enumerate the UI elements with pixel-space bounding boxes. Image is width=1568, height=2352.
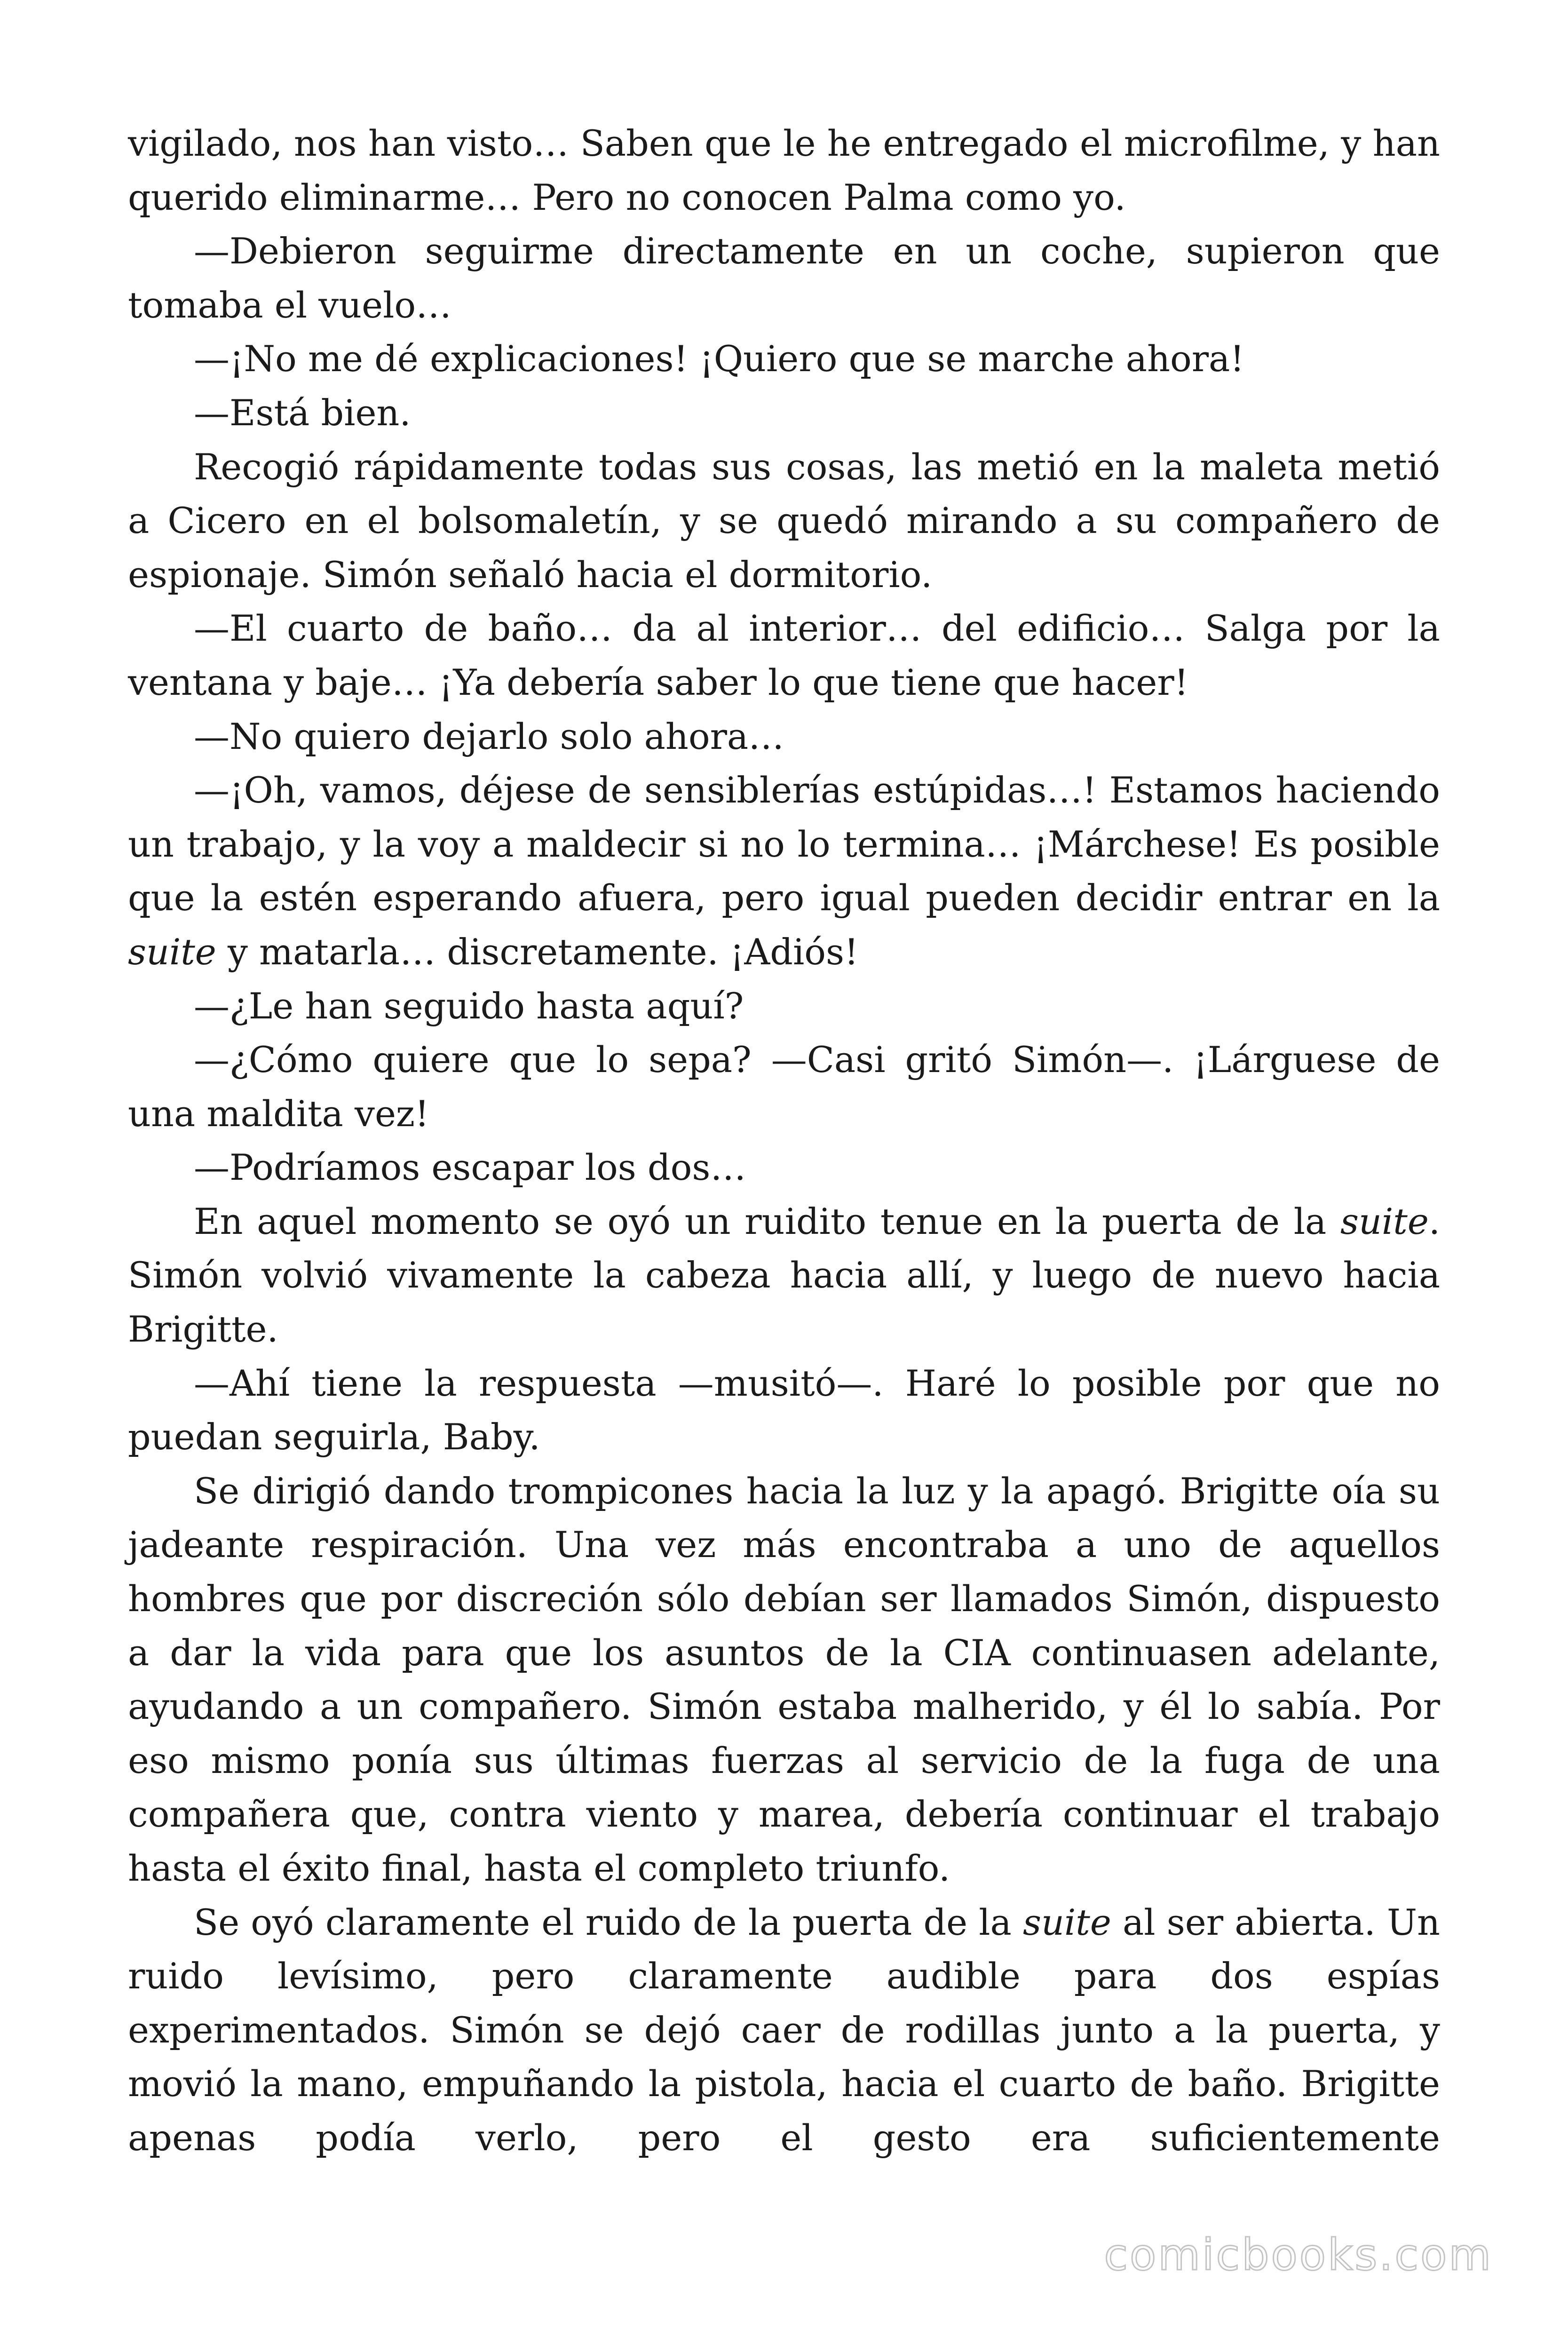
italic-text: suite: [1340, 1200, 1429, 1242]
text-run: —Está bien.: [194, 391, 411, 434]
text-run: —No quiero dejarlo solo ahora…: [194, 715, 784, 757]
text-run: Se dirigió dando trompicones hacia la luz y la apagó. Brigitte oía su jadeante respiración. Una vez más encontraba a uno de aquellos hombres que por discreción sólo debían ser llamados Simón, dispuesto a dar la vida para que los asuntos de la CIA continuasen adelante, ayudando a un compañero. Simón estaba malherido, y él lo sabía. Por eso mismo ponía sus últimas fuerzas al servicio de la fuga de una compañera que, contra viento y marea, debería continuar el trabajo hasta el éxito final, hasta el completo triunfo.: [128, 1470, 1440, 1889]
text-run: Se oyó claramente el ruido de la puerta de la: [194, 1901, 1023, 1943]
paragraph: [128, 1464, 1440, 1896]
paragraph: [128, 224, 1440, 332]
paragraph: [128, 1033, 1440, 1141]
paragraph: [128, 1896, 1440, 2165]
paragraph: [128, 1195, 1440, 1357]
text-run: —¡Oh, vamos, déjese de sensiblerías estúpidas…! Estamos haciendo un trabajo, y la voy a maldecir si no lo termina… ¡Márchese! Es posible que la estén esperando afuera, pero igual pueden decidir entrar en la: [128, 769, 1440, 919]
paragraph: [128, 440, 1440, 602]
book-page-text: [128, 117, 1440, 2165]
paragraph: [128, 710, 1440, 764]
text-run: Recogió rápidamente todas sus cosas, las metió en la maleta metió a Cicero en el bolsomaletín, y se quedó mirando a su compañero de espionaje. Simón señaló hacia el dormitorio.: [128, 445, 1440, 596]
text-run: vigilado, nos han visto… Saben que le he entregado el microfilme, y han querido eliminarme… Pero no conocen Palma como yo.: [128, 122, 1440, 218]
text-run: y matarla… discretamente. ¡Adiós!: [216, 930, 859, 973]
text-run: —Debieron seguirme directamente en un coche, supieron que tomaba el vuelo…: [128, 230, 1440, 326]
paragraph: [128, 1357, 1440, 1464]
text-run: —¿Le han seguido hasta aquí?: [194, 985, 744, 1027]
paragraph: [128, 602, 1440, 709]
text-run: En aquel momento se oyó un ruidito tenue en la puerta de la: [194, 1200, 1341, 1242]
text-run: —El cuarto de baño… da al interior… del edificio… Salga por la ventana y baje… ¡Ya debería saber lo que tiene que hacer!: [128, 607, 1440, 703]
text-run: —¿Cómo quiere que lo sepa? —Casi gritó Simón—. ¡Lárguese de una maldita vez!: [128, 1039, 1440, 1135]
text-run: —Ahí tiene la respuesta —musitó—. Haré lo posible por que no puedan seguirla, Baby.: [128, 1362, 1440, 1458]
italic-text: suite: [1023, 1901, 1111, 1943]
italic-text: suite: [128, 930, 216, 973]
text-run: —¡No me dé explicaciones! ¡Quiero que se marche ahora!: [194, 338, 1244, 380]
paragraph: [128, 1141, 1440, 1195]
paragraph: [128, 332, 1440, 386]
paragraph: [128, 117, 1440, 224]
text-run: . Simón volvió vivamente la cabeza hacia allí, y luego de nuevo hacia Brigitte.: [128, 1200, 1440, 1351]
paragraph: [128, 763, 1440, 979]
text-run: al ser abierta. Un ruido levísimo, pero claramente audible para dos espías experimentados. Simón se dejó caer de rodillas junto a la puerta, y movió la mano, empuñando la pistola, hacia el cuarto de baño. Brigitte apenas podía verlo, pero el gesto era suficientemente: [128, 1901, 1440, 2159]
text-run: —Podríamos escapar los dos…: [194, 1146, 746, 1189]
paragraph: [128, 979, 1440, 1033]
watermark: comicbooks.com: [1104, 2230, 1493, 2280]
paragraph: [128, 386, 1440, 440]
